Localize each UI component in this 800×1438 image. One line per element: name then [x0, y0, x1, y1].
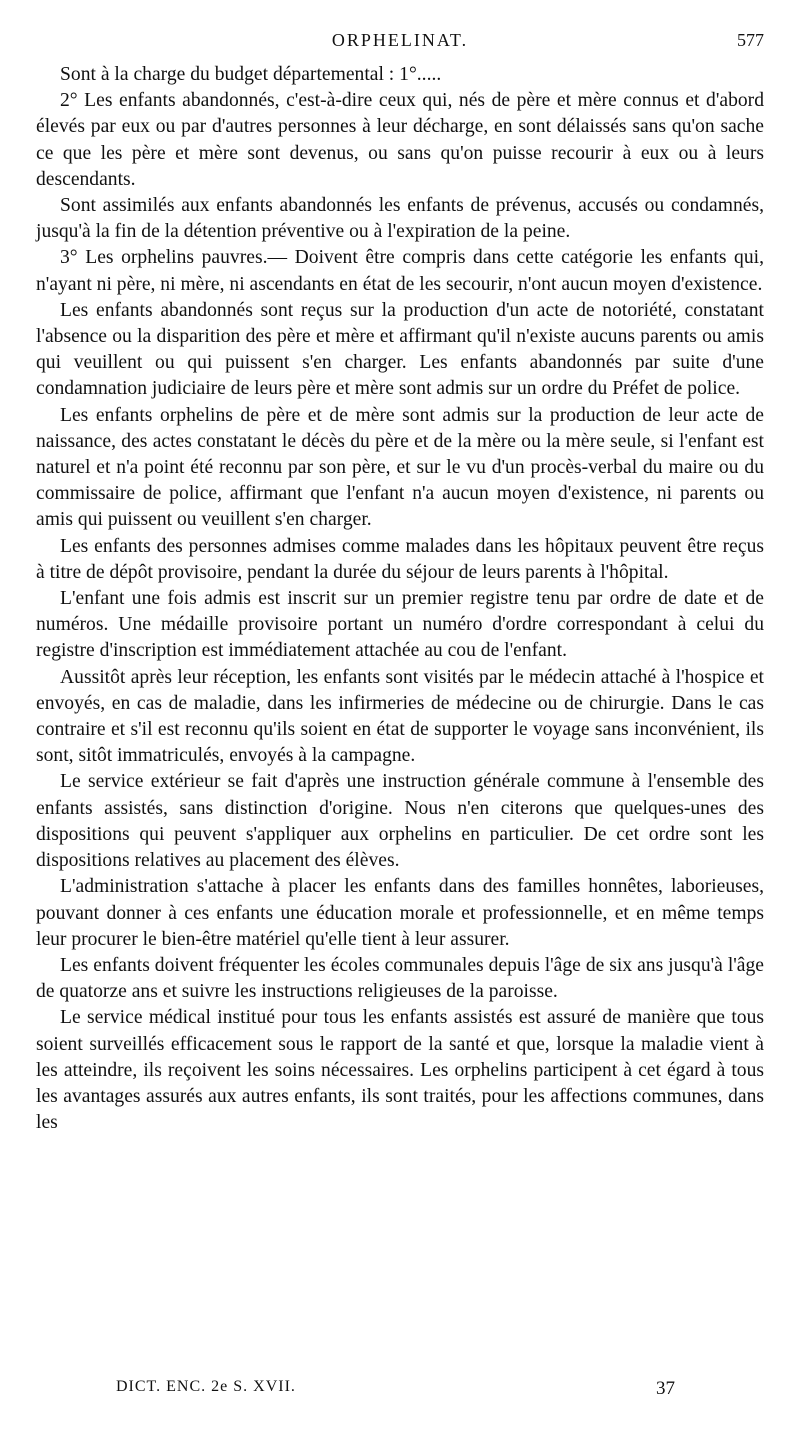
paragraph: Les enfants des personnes admises comme malades dans les hôpitaux peuvent être reçus à titre de dépôt provisoire, pendant la durée du séjour de leurs parents à l'hôpital.: [36, 535, 764, 583]
paragraph: Sont à la charge du budget départemental : 1°.....: [60, 64, 442, 85]
paragraph: L'enfant une fois admis est inscrit sur un premier registre tenu par ordre de date et de numéros. Une médaille provisoire portant un numéro d'ordre correspondant à celui du registre d'inscription est immédiatement attachée au cou de l'enfant.: [36, 588, 764, 662]
paragraph: Les enfants abandonnés sont reçus sur la production d'un acte de notoriété, constatant l'absence ou la disparition des père et mère et affirmant qu'il n'existe aucuns parents ou amis qui veuillent ou qui puissent s'en charger. Les enfants abandonnés par suite d'une condamnation judiciaire de leurs père et mère sont admis sur un ordre du Préfet de police.: [36, 299, 764, 400]
paragraph: Les enfants orphelins de père et de mère sont admis sur la production de leur acte de naissance, des actes constatant le décès du père et de la mère ou la mère seule, si l'enfant est naturel et n'a point été reconnu par son père, et sur le vu d'un procès-verbal du maire ou du commissaire de police, affirmant que l'enfant n'a aucun moyen d'existence, ni parents ou amis qui puissent ou veuillent s'en charger.: [36, 404, 764, 531]
page-number: 577: [737, 30, 764, 50]
paragraph: Aussitôt après leur réception, les enfants sont visités par le médecin attaché à l'hospice et envoyés, en cas de maladie, dans les infirmeries de médecine ou de chirurgie. Dans le cas contraire et s'il est reconnu qu'ils soient en état de supporter le voyage sans inconvénient, ils sont, sitôt immatriculés, envoyés à la campagne.: [36, 666, 764, 767]
paragraph: L'administration s'attache à placer les enfants dans des familles honnêtes, laborieuses, pouvant donner à ces enfants une éducation morale et professionnelle, et en même temps leur procurer le bien-être matériel qu'elle tient à leur assurer.: [36, 876, 764, 950]
paragraph: Le service médical institué pour tous les enfants assistés est assuré de manière que tous soient surveillés efficacement sous le rapport de la santé et que, lorsque la maladie vient à les atteindre, ils reçoivent les soins nécessaires. Les orphelins participent à cet égard à tous les avantages assurés aux autres enfants, ils sont traités, pour les affections communes, dans les: [36, 1007, 764, 1134]
paragraph: 3° Les orphelins pauvres.— Doivent être compris dans cette catégorie les enfants qui, n'ayant ni père, ni mère, ni ascendants en état de les secourir, n'ont aucun moyen d'existence.: [36, 247, 764, 295]
paragraph: Sont assimilés aux enfants abandonnés les enfants de prévenus, accusés ou condamnés, jusqu'à la fin de la détention préventive ou à l'expiration de la peine.: [36, 195, 764, 243]
paragraph: Le service extérieur se fait d'après une instruction générale commune à l'ensemble des enfants assistés, sans distinction d'origine. Nous n'en citerons que quelques-unes des dispositions qui peuvent s'appliquer aux orphelins en particulier. De cet ordre sont les dispositions relatives au placement des élèves.: [36, 771, 764, 872]
signature-mark: 37: [656, 1378, 675, 1399]
page-footer: [36, 1378, 764, 1404]
paragraph: Les enfants doivent fréquenter les écoles communales depuis l'âge de six ans jusqu'à l'âge de quatorze ans et suivre les instructions religieuses de la paroisse.: [36, 954, 764, 1003]
body-text: [36, 62, 764, 1136]
page-header: [36, 30, 764, 58]
running-title: ORPHELINAT.: [331, 30, 469, 50]
sheet-signature: DICT. ENC. 2e S. XVII.: [116, 1378, 296, 1395]
paragraph: 2° Les enfants abandonnés, c'est-à-dire ceux qui, nés de père et mère connus et d'abord élevés par eux ou par d'autres personnes à leur décharge, en sont délaissés sans qu'on sache ce que les père et mère sont devenus, ou sans qu'on puisse recourir à eux ou à leurs descendants.: [36, 90, 764, 190]
